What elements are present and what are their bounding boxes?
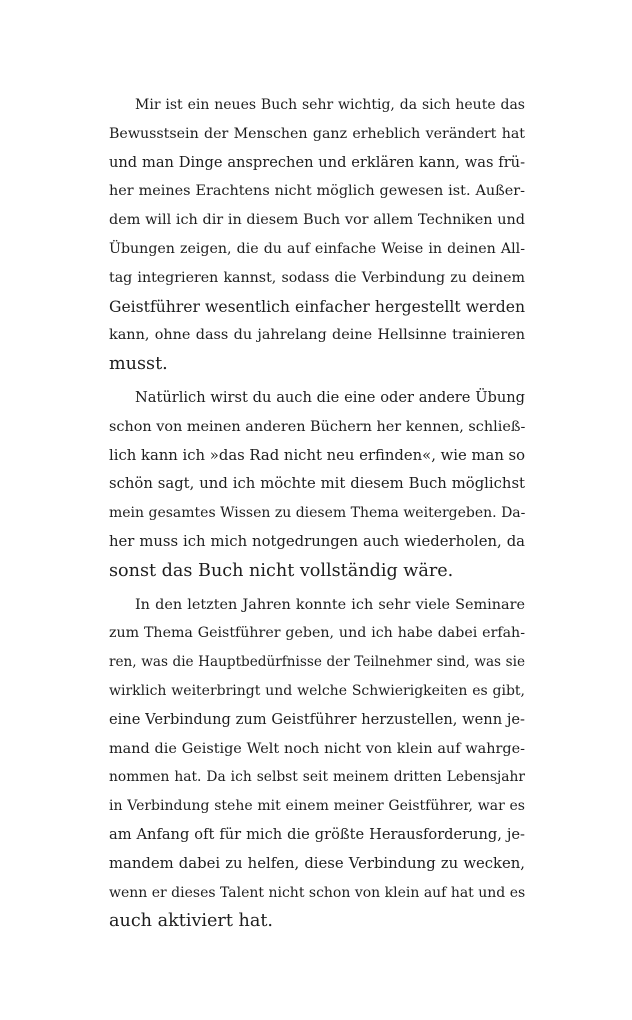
- text-line: musst.: [109, 354, 168, 375]
- text-line: nommen hat. Da ich selbst seit meinem dritten Lebensjahr: [109, 769, 525, 786]
- text-line: her muss ich mich notgedrungen auch wiederholen, da: [109, 532, 525, 550]
- text-line: ren, was die Hauptbedürfnisse der Teilnehmer sind, was sie: [109, 654, 525, 671]
- text-line: mein gesamtes Wissen zu diesem Thema weitergeben. Da-: [109, 505, 526, 522]
- text-line: mandem dabei zu helfen, diese Verbindung zu wecken,: [109, 854, 525, 872]
- text-line: auch aktiviert hat.: [109, 911, 273, 932]
- text-line: schön sagt, und ich möchte mit diesem Buch möglichst: [109, 475, 525, 493]
- text-line: Natürlich wirst du auch die eine oder andere Übung: [135, 388, 525, 406]
- text-line: wenn er dieses Talent nicht schon von klein auf hat und es: [109, 884, 526, 901]
- text-line: Mir ist ein neues Buch sehr wichtig, da sich heute das: [135, 97, 525, 113]
- text-line: sonst das Buch nicht vollständig wäre.: [109, 560, 454, 581]
- text-line: in Verbindung stehe mit einem meiner Geistführer, war es: [109, 798, 525, 815]
- text-line: her meines Erachtens nicht möglich gewesen ist. Außer-: [109, 183, 525, 200]
- body-text: [109, 91, 525, 936]
- text-line: Übungen zeigen, die du auf einfache Weise in deinen All-: [109, 240, 525, 257]
- paragraph-1: [109, 91, 525, 379]
- text-line: tag integrieren kannst, sodass die Verbindung zu deinem: [109, 269, 525, 286]
- text-line: lich kann ich »das Rad nicht neu erfinden«, wie man so: [109, 446, 526, 464]
- text-line: und man Dinge ansprechen und erklären kann, was frü-: [109, 153, 525, 171]
- text-line: Geistführer wesentlich einfacher hergestellt werden: [109, 297, 525, 316]
- text-line: am Anfang oft für mich die größte Herausforderung, je-: [109, 825, 525, 843]
- text-line: mand die Geistige Welt noch nicht von klein auf wahrge-: [109, 740, 525, 757]
- text-line: schon von meinen anderen Büchern her kennen, schließ-: [109, 418, 526, 435]
- paragraph-3: [109, 591, 525, 937]
- text-line: In den letzten Jahren konnte ich sehr viele Seminare: [135, 596, 525, 613]
- text-line: wirklich weiterbringt und welche Schwierigkeiten es gibt,: [109, 682, 525, 699]
- text-line: eine Verbindung zum Geistführer herzustellen, wenn je-: [109, 710, 525, 728]
- text-line: zum Thema Geistführer geben, und ich habe dabei erfah-: [109, 625, 525, 642]
- text-line: dem will ich dir in diesem Buch vor allem Techniken und: [109, 212, 525, 229]
- text-line: Bewusstsein der Menschen ganz erheblich verändert hat: [109, 125, 525, 142]
- text-line: kann, ohne dass du jahrelang deine Hellsinne trainieren: [109, 327, 525, 344]
- paragraph-2: [109, 384, 525, 586]
